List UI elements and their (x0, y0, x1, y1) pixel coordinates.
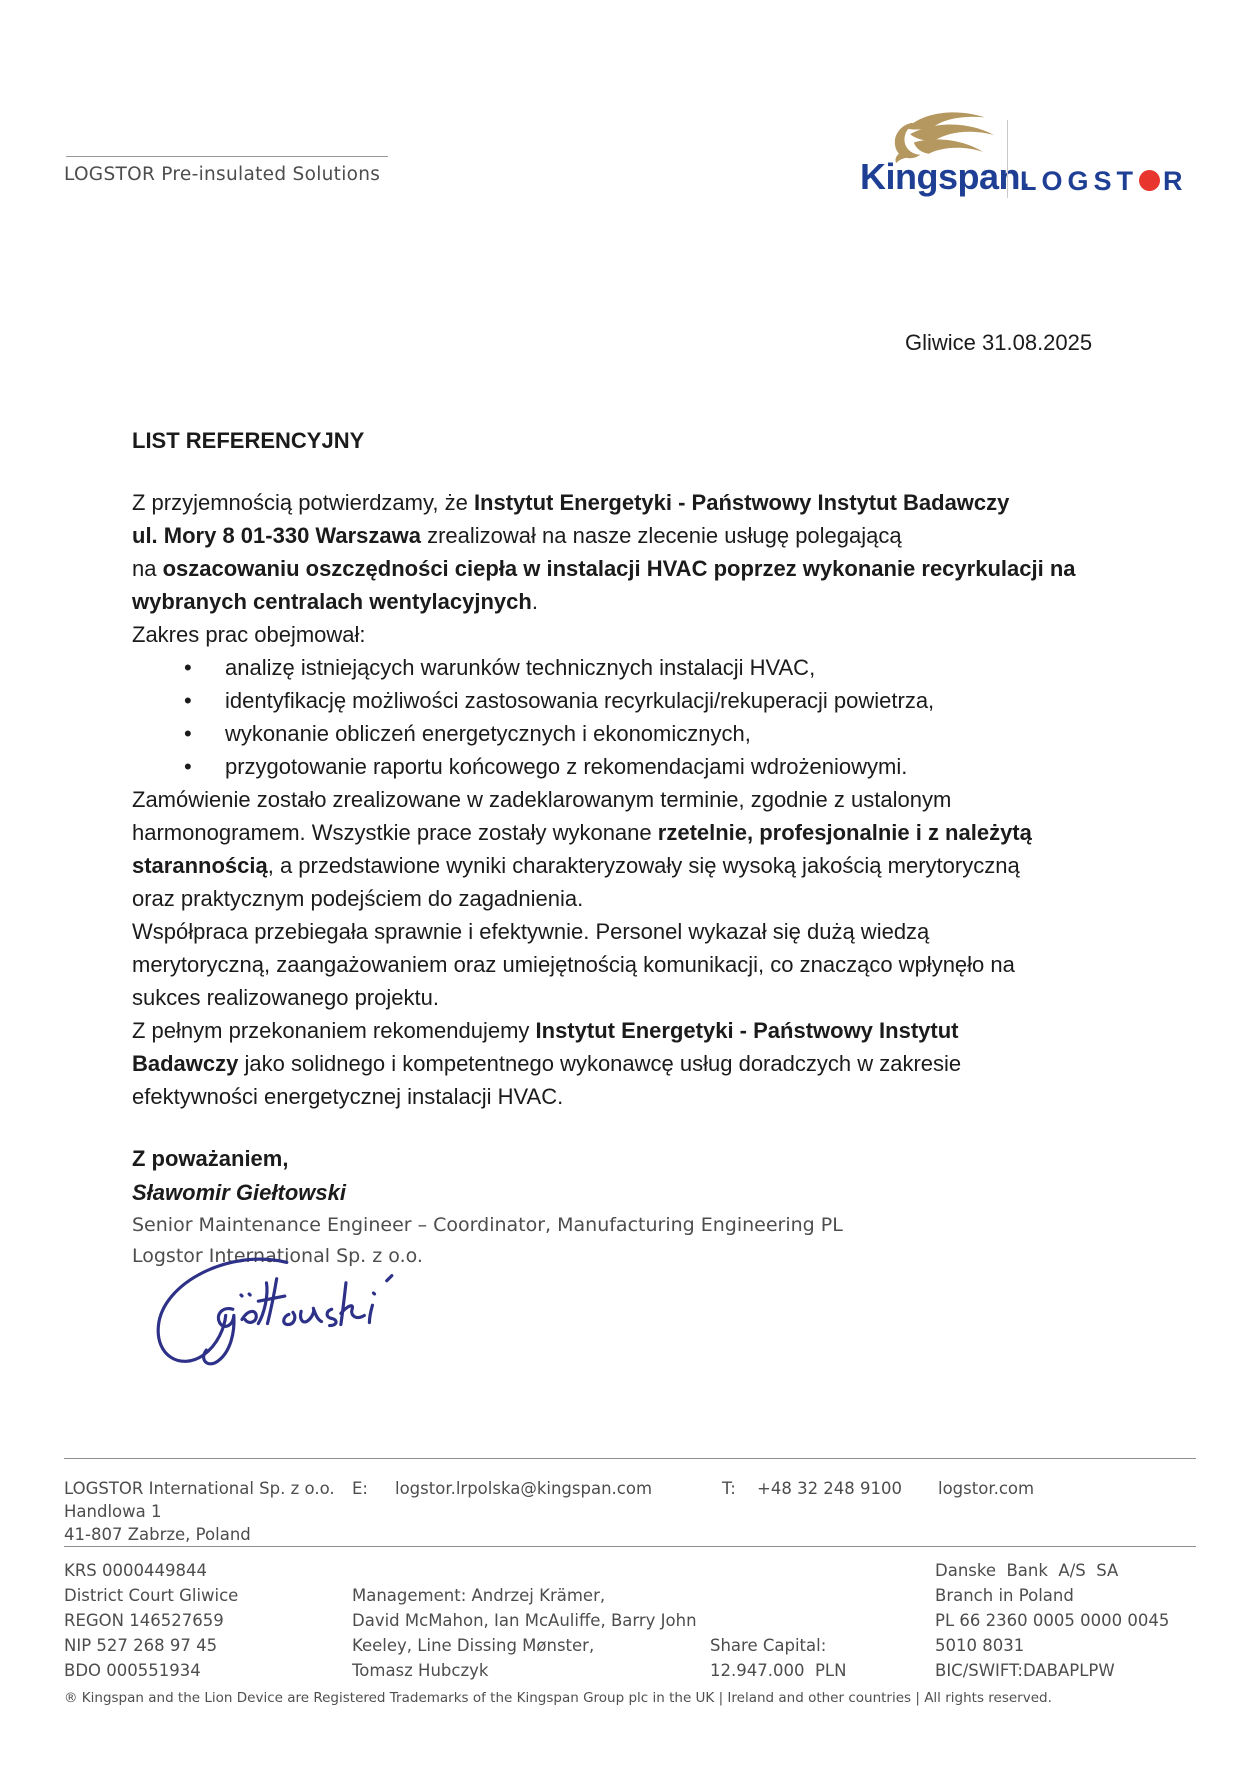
body-text: zrealizował na nasze zlecenie usługę polegającą (420, 523, 902, 548)
body-text: jako solidnego i kompetentnego wykonawcę usług doradczych w zakresie (238, 1051, 962, 1076)
logstor-wordmark (1020, 166, 1188, 197)
logo-divider (1007, 120, 1008, 198)
footer-line: 12.947.000 PLN (710, 1661, 847, 1680)
body-text-bold: wybranych centralach wentylacyjnych (132, 589, 532, 614)
bank-column (935, 1558, 1169, 1683)
bullet-text: wykonanie obliczeń energetycznych i ekonomicznych, (225, 721, 751, 746)
footer-line: 41-807 Zabrze, Poland (64, 1525, 251, 1544)
closing-regards: Z poważaniem, (132, 1146, 289, 1171)
letter-body (132, 486, 1162, 1113)
body-text: Z przyjemnością potwierdzamy, że (132, 490, 474, 515)
email-value: logstor.lrpolska@kingspan.com (395, 1479, 653, 1498)
body-text: , a przedstawione wyniki charakteryzowały się wysoką jakością merytoryczną (267, 853, 1020, 878)
kingspan-logstor-logo (860, 104, 1220, 204)
body-line (132, 849, 1162, 882)
bullet-text: analizę istniejących warunków technicznych instalacji HVAC, (225, 655, 816, 680)
body-text-bold: starannością (132, 853, 268, 878)
bullet-item (132, 717, 1162, 750)
footer-line: REGON 146527659 (64, 1611, 224, 1630)
footer-line: BDO 000551934 (64, 1661, 201, 1680)
footer-line: KRS 0000449844 (64, 1561, 207, 1580)
body-text: Zamówienie zostało zrealizowane w zadeklarowanym terminie, zgodnie z ustalonym (132, 787, 952, 812)
body-text: Z pełnym przekonaniem rekomendujemy (132, 1018, 536, 1043)
bullet-icon: • (184, 655, 192, 680)
footer-line: Management: Andrzej Krämer, (352, 1586, 606, 1605)
signatory-role: Senior Maintenance Engineer – Coordinator, Manufacturing Engineering PL (132, 1214, 843, 1236)
body-line (132, 816, 1162, 849)
signatory-company: Logstor International Sp. z o.o. (132, 1245, 423, 1267)
phone-label: T: (722, 1479, 736, 1498)
kingspan-wordmark: Kingspan. (860, 156, 1030, 197)
email-label: E: (352, 1479, 368, 1498)
footer-rule-top (64, 1458, 1196, 1459)
bullet-text: identyfikację możliwości zastosowania recyrkulacji/rekuperacji powietrza, (225, 688, 935, 713)
management-column (352, 1583, 697, 1683)
bullet-item (132, 684, 1162, 717)
body-line (132, 1014, 1162, 1047)
registry-column (64, 1558, 238, 1683)
bullet-icon: • (184, 688, 192, 713)
fineprint: ® Kingspan and the Lion Device are Registered Trademarks of the Kingspan Group plc in the UK | Ireland and other countries | All rights reserved. (64, 1690, 1052, 1706)
body-line (132, 585, 1162, 618)
body-text: harmonogramem. Wszystkie prace zostały wykonane (132, 820, 658, 845)
bullet-icon: • (184, 754, 192, 779)
body-text: merytoryczną, zaangażowaniem oraz umiejętnością komunikacji, co znacząco wpłynęło na (132, 952, 1015, 977)
body-text-bold: Instytut Energetyki - Państwowy Instytut Badawczy (473, 490, 1010, 515)
body-text: Współpraca przebiegała sprawnie i efektywnie. Personel wykazał się dużą wiedzą (132, 919, 930, 944)
bullet-text: przygotowanie raportu końcowego z rekomendacjami wdrożeniowymi. (225, 754, 908, 779)
logstor-dot-icon (1139, 170, 1160, 191)
website-value: logstor.com (938, 1479, 1035, 1498)
footer-company-address (64, 1477, 335, 1546)
body-line (132, 552, 1162, 585)
company-tagline: LOGSTOR Pre-insulated Solutions (64, 164, 381, 185)
body-text: efektywności energetycznej instalacji HVAC. (132, 1084, 564, 1109)
footer-line: Handlowa 1 (64, 1502, 162, 1521)
footer-line: PL 66 2360 0005 0000 0045 (935, 1611, 1170, 1630)
body-line (132, 1080, 1162, 1113)
bullet-icon: • (184, 721, 192, 746)
footer-line: NIP 527 268 97 45 (64, 1636, 218, 1655)
footer-line: District Court Gliwice (64, 1586, 239, 1605)
footer-line: BIC/SWIFT:DABAPLPW (935, 1661, 1115, 1680)
logstor-wordmark-prefix: LOGST (1020, 166, 1138, 196)
footer-line: Share Capital: (710, 1636, 827, 1655)
footer-rule-bottom (64, 1546, 1196, 1547)
body-line (132, 1047, 1162, 1080)
body-text: na (132, 556, 163, 581)
body-text-bold: Instytut Energetyki - Państwowy Instytut (535, 1018, 959, 1043)
body-line (132, 948, 1162, 981)
body-line (132, 915, 1162, 948)
phone-value: +48 32 248 9100 (757, 1479, 903, 1498)
body-text: Zakres prac obejmował: (132, 622, 366, 647)
letter-title: LIST REFERENCYJNY (132, 428, 365, 453)
body-text: . (531, 589, 538, 614)
footer-line: Keeley, Line Dissing Mønster, (352, 1636, 595, 1655)
body-line (132, 486, 1162, 519)
signature-image (136, 1256, 401, 1389)
body-text-bold: oszacowaniu oszczędności ciepła w instalacji HVAC poprzez wykonanie recyrkulacji na (162, 556, 1076, 581)
header-rule (66, 156, 388, 157)
logstor-wordmark-suffix: R (1163, 166, 1188, 196)
footer-line: LOGSTOR International Sp. z o.o. (64, 1479, 335, 1498)
body-line (132, 519, 1162, 552)
signatory-name: Sławomir Giełtowski (132, 1180, 346, 1205)
body-line (132, 981, 1162, 1014)
body-line (132, 783, 1162, 816)
footer-line: Tomasz Hubczyk (352, 1661, 489, 1680)
closing-block (132, 1142, 843, 1272)
body-line (132, 618, 1162, 651)
body-text: oraz praktycznym podejściem do zagadnienia. (132, 886, 584, 911)
date-line: Gliwice 31.08.2025 (905, 330, 1093, 355)
body-text-bold: ul. Mory 8 01-330 Warszawa (132, 523, 421, 548)
footer-line: Danske Bank A/S SA (935, 1561, 1119, 1580)
bullet-item (132, 651, 1162, 684)
body-text: sukces realizowanego projektu. (132, 985, 439, 1010)
footer-line: 5010 8031 (935, 1636, 1025, 1655)
body-text-bold: Badawczy (132, 1051, 239, 1076)
body-text-bold: rzetelnie, profesjonalnie i z należytą (657, 820, 1032, 845)
share-capital-column (710, 1633, 846, 1683)
footer-line: Branch in Poland (935, 1586, 1074, 1605)
footer-line: David McMahon, Ian McAuliffe, Barry John (352, 1611, 697, 1630)
bullet-item (132, 750, 1162, 783)
body-line (132, 882, 1162, 915)
